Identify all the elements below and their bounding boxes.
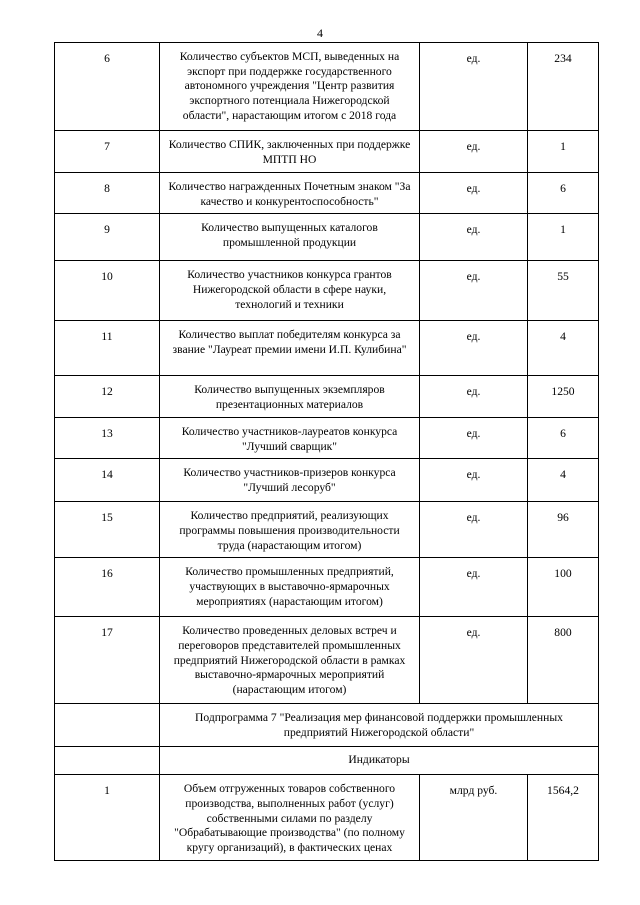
row-value: 4 <box>528 321 599 376</box>
table-row <box>55 261 599 321</box>
row-value: 55 <box>528 261 599 321</box>
row-unit: млрд руб. <box>420 775 528 861</box>
row-value: 100 <box>528 558 599 617</box>
row-unit: ед. <box>420 173 528 214</box>
row-unit: ед. <box>420 131 528 173</box>
row-value: 4 <box>528 459 599 502</box>
row-unit: ед. <box>420 214 528 261</box>
row-number: 15 <box>55 502 160 558</box>
row-number: 9 <box>55 214 160 261</box>
table-row <box>55 131 599 173</box>
indicators-header-row <box>55 747 599 775</box>
table-row <box>55 214 599 261</box>
row-name: Количество выпущенных экземпляров презентационных материалов <box>160 376 420 417</box>
subprogram-title: Подпрограмма 7 "Реализация мер финансовой поддержки промышленных предприятий Нижегородской области" <box>160 704 599 747</box>
row-number: 12 <box>55 376 160 417</box>
row-number: 6 <box>55 43 160 131</box>
row-name: Количество награжденных Почетным знаком "За качество и конкурентоспособность" <box>160 173 420 214</box>
subprogram-blank-cell <box>55 704 160 747</box>
row-value: 1 <box>528 214 599 261</box>
page-number: 4 <box>317 26 323 40</box>
row-number: 13 <box>55 417 160 458</box>
row-value: 800 <box>528 617 599 704</box>
row-name: Количество проведенных деловых встреч и переговоров представителей промышленных предприятий Нижегородской области в рамках выставочно-ярмарочных мероприятий (нарастающим итогом) <box>160 617 420 704</box>
indicators-blank-cell <box>55 747 160 775</box>
row-name: Количество выпущенных каталогов промышленной продукции <box>160 214 420 261</box>
row-value: 1 <box>528 131 599 173</box>
row-unit: ед. <box>420 558 528 617</box>
row-name: Количество участников-лауреатов конкурса "Лучший сварщик" <box>160 417 420 458</box>
row-value: 234 <box>528 43 599 131</box>
table-row <box>55 43 599 131</box>
row-name: Количество выплат победителям конкурса за звание "Лауреат премии имени И.П. Кулибина" <box>160 321 420 376</box>
row-value: 96 <box>528 502 599 558</box>
row-name: Количество промышленных предприятий, участвующих в выставочно-ярмарочных мероприятиях (нарастающим итогом) <box>160 558 420 617</box>
row-number: 11 <box>55 321 160 376</box>
row-number: 14 <box>55 459 160 502</box>
row-value: 1564,2 <box>528 775 599 861</box>
table-row <box>55 502 599 558</box>
row-value: 6 <box>528 417 599 458</box>
table-row <box>55 617 599 704</box>
row-value: 6 <box>528 173 599 214</box>
row-unit: ед. <box>420 502 528 558</box>
row-name: Количество предприятий, реализующих программы повышения производительности труда (нарастающим итогом) <box>160 502 420 558</box>
row-unit: ед. <box>420 321 528 376</box>
row-unit: ед. <box>420 417 528 458</box>
row-unit: ед. <box>420 459 528 502</box>
row-unit: ед. <box>420 261 528 321</box>
table-row <box>55 417 599 458</box>
row-number: 16 <box>55 558 160 617</box>
row-number: 1 <box>55 775 160 861</box>
table-row <box>55 558 599 617</box>
table-row <box>55 376 599 417</box>
row-value: 1250 <box>528 376 599 417</box>
row-unit: ед. <box>420 43 528 131</box>
row-number: 10 <box>55 261 160 321</box>
row-name: Количество СПИК, заключенных при поддержке МПТП НО <box>160 131 420 173</box>
table-row <box>55 321 599 376</box>
row-unit: ед. <box>420 376 528 417</box>
row-name: Количество участников-призеров конкурса "Лучший лесоруб" <box>160 459 420 502</box>
row-number: 7 <box>55 131 160 173</box>
row-name: Количество участников конкурса грантов Нижегородской области в сфере науки, технологий и техники <box>160 261 420 321</box>
row-name: Объем отгруженных товаров собственного производства, выполненных работ (услуг) собственными силами по разделу "Обрабатывающие производства" (по полному кругу организаций), в фактических ценах <box>160 775 420 861</box>
indicators-label: Индикаторы <box>160 747 599 775</box>
table-row <box>55 173 599 214</box>
indicators-table <box>54 42 599 861</box>
row-name: Количество субъектов МСП, выведенных на экспорт при поддержке государственного автономного учреждения "Центр развития экспортного потенциала Нижегородской области", нарастающим итогом с 2018 года <box>160 43 420 131</box>
table-row <box>55 459 599 502</box>
subprogram-row <box>55 704 599 747</box>
table-row <box>55 775 599 861</box>
row-number: 17 <box>55 617 160 704</box>
row-number: 8 <box>55 173 160 214</box>
row-unit: ед. <box>420 617 528 704</box>
